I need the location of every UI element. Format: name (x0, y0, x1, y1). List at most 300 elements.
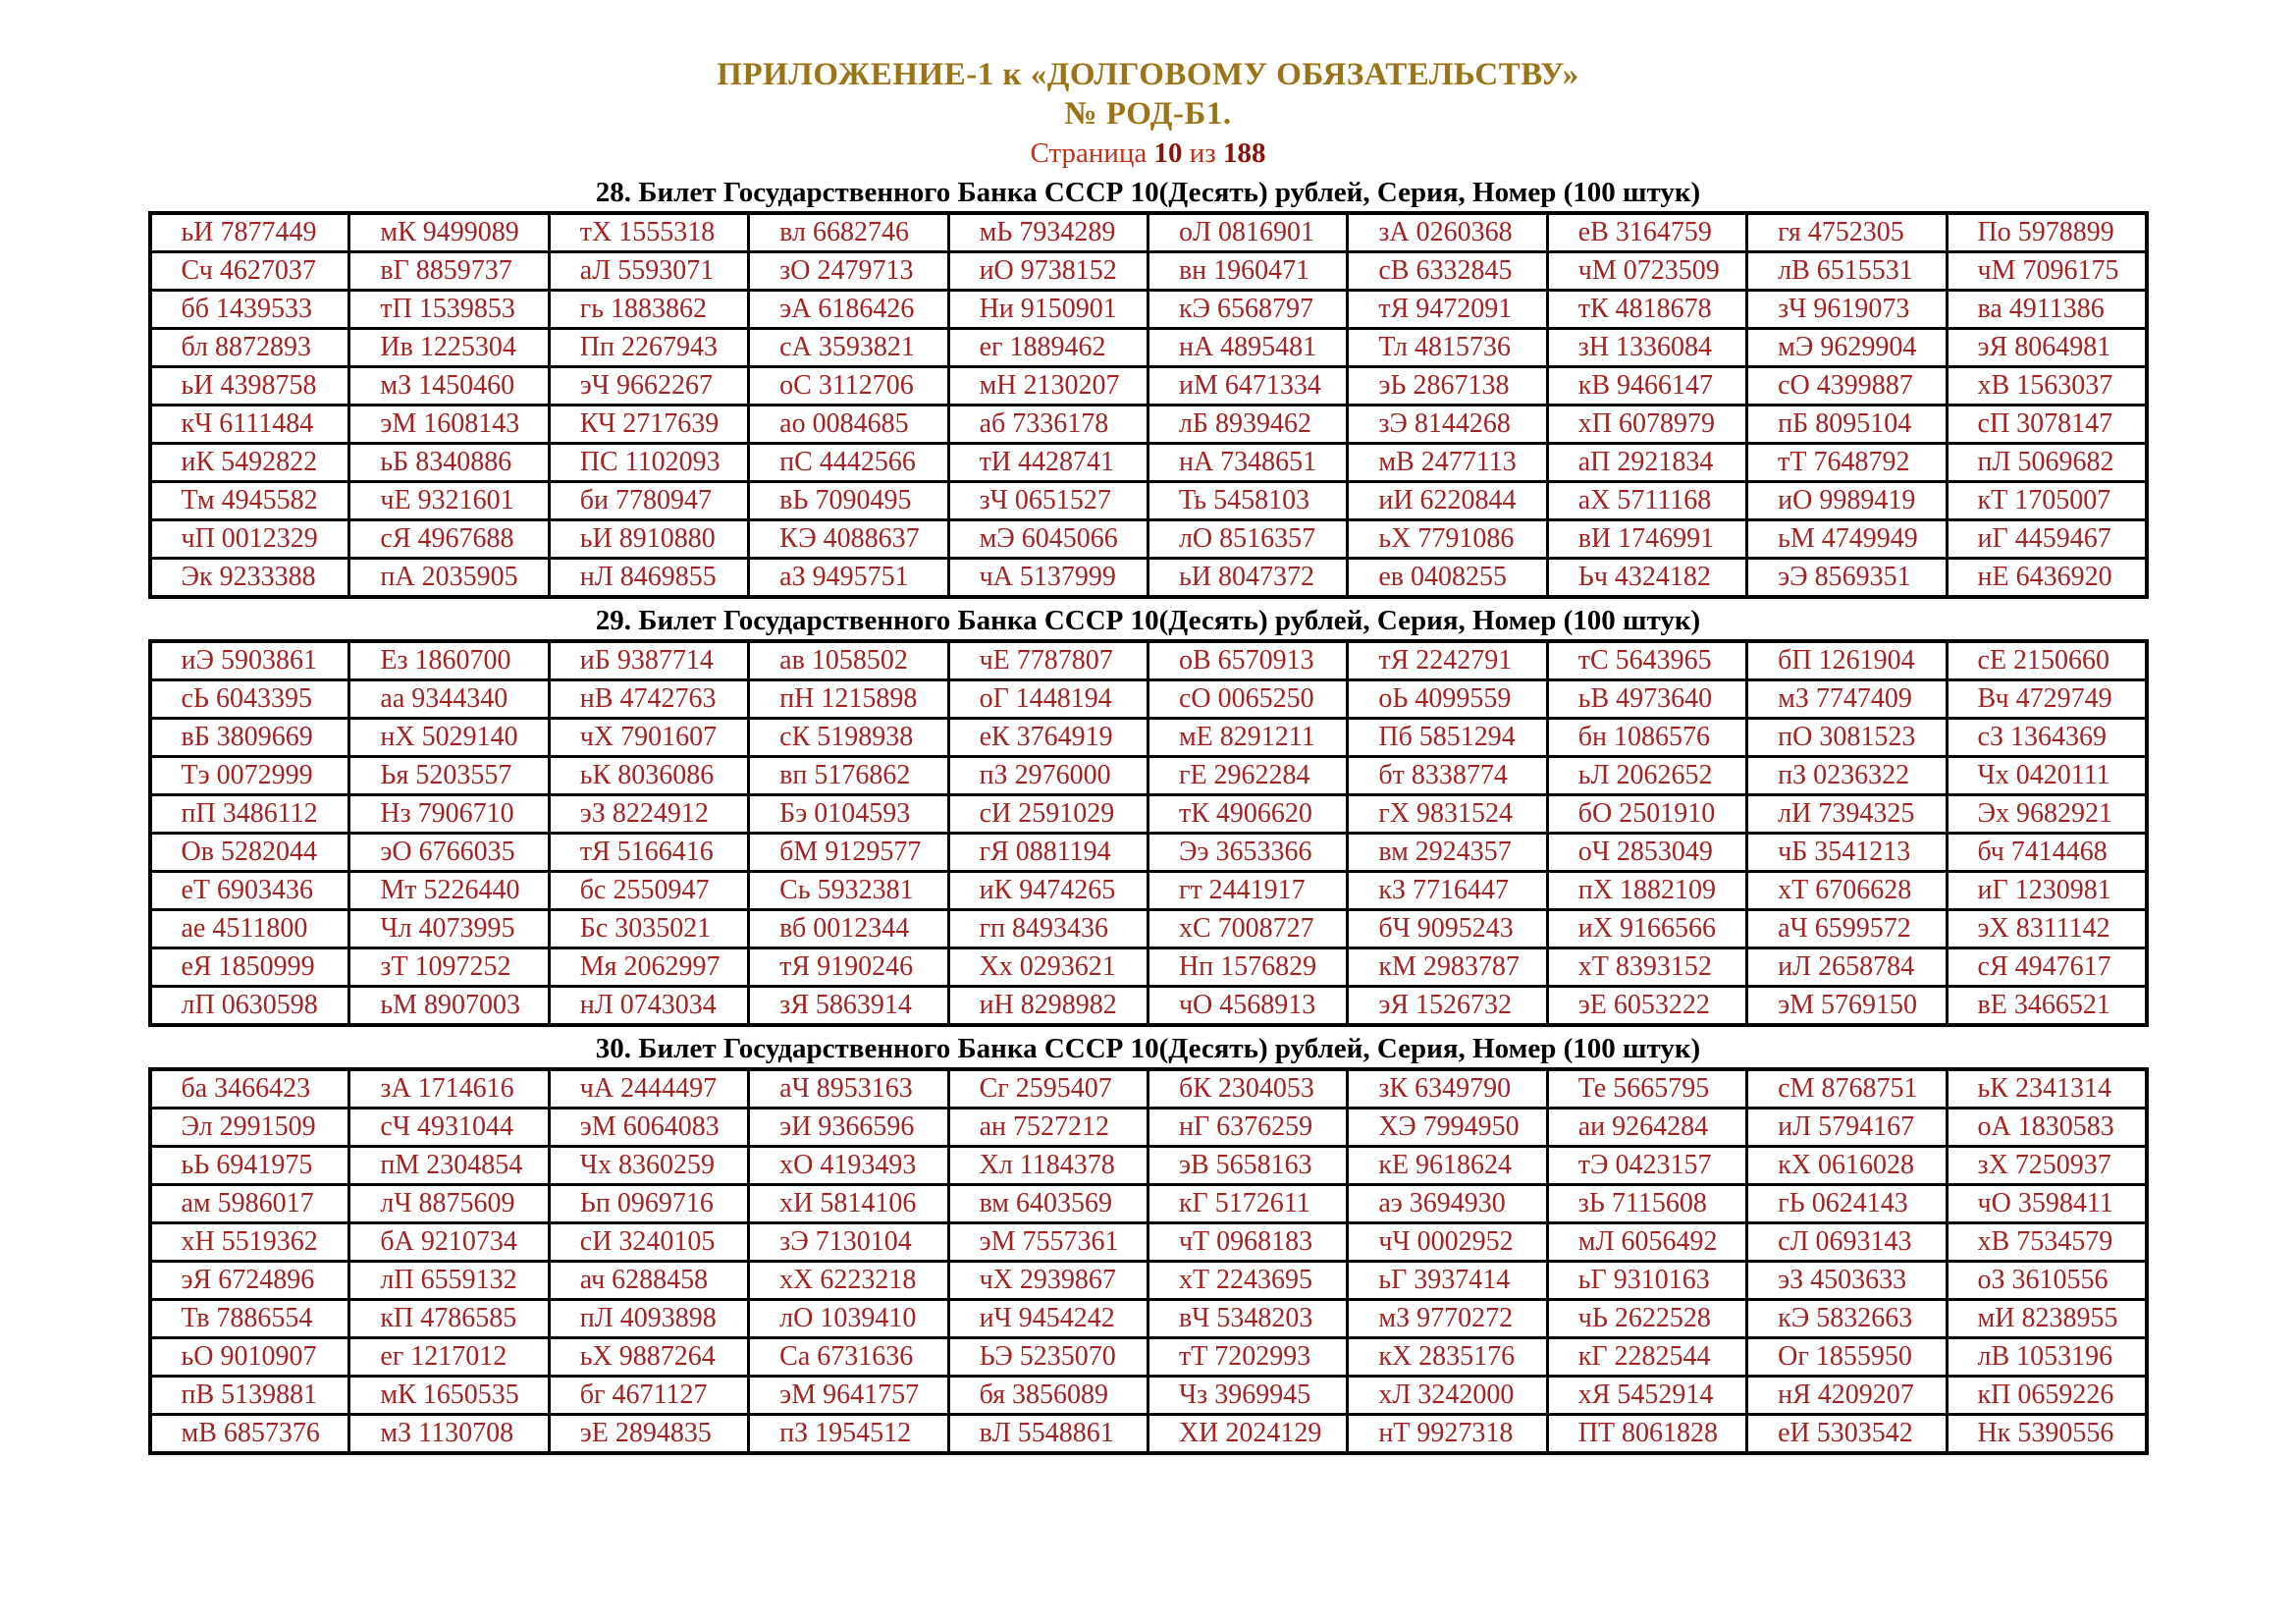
serial-cell: кЭ 5832663 (1747, 1300, 1947, 1338)
serial-cell: чО 3598411 (1947, 1185, 2146, 1223)
page-indicator-prefix: Страница (1030, 137, 1148, 169)
serial-cell: пП 3486112 (150, 795, 349, 834)
serial-cell: хИ 5814106 (749, 1185, 948, 1223)
serial-cell: аа 9344340 (349, 680, 549, 719)
serial-cell: кГ 2282544 (1547, 1338, 1746, 1377)
serial-cell: ьК 8036086 (549, 757, 748, 795)
serial-cell: иИ 6220844 (1348, 482, 1547, 520)
serial-cell: зЧ 0651527 (948, 482, 1148, 520)
serial-cell: Мт 5226440 (349, 872, 549, 910)
serial-cell: зА 0260368 (1348, 213, 1547, 252)
serial-cell: Ть 5458103 (1148, 482, 1347, 520)
serial-cell: зЯ 5863914 (749, 987, 948, 1026)
serial-cell: вл 6682746 (749, 213, 948, 252)
serial-cell: ьХ 7791086 (1348, 520, 1547, 559)
serial-cell: нЛ 8469855 (549, 559, 748, 598)
serial-cell: ьК 2341314 (1947, 1069, 2146, 1109)
serial-cell: вЬ 7090495 (749, 482, 948, 520)
table-row (150, 1223, 2147, 1262)
serial-cell: эА 6186426 (749, 291, 948, 329)
serial-cell: иК 9474265 (948, 872, 1148, 910)
serial-cell: тЯ 9190246 (749, 948, 948, 987)
serial-cell: еК 3764919 (948, 719, 1148, 757)
serial-cell: сИ 2591029 (948, 795, 1148, 834)
serial-cell: мЗ 9770272 (1348, 1300, 1547, 1338)
serial-cell: Хл 1184378 (948, 1147, 1148, 1185)
serial-cell: иЭ 5903861 (150, 641, 349, 680)
serial-cell: еТ 6903436 (150, 872, 349, 910)
serial-cell: тТ 7648792 (1747, 444, 1947, 482)
serial-cell: Хх 0293621 (948, 948, 1148, 987)
table-row (150, 1147, 2147, 1185)
serial-cell: тЯ 9472091 (1348, 291, 1547, 329)
serial-cell: эЯ 1526732 (1348, 987, 1547, 1026)
table-row (150, 252, 2147, 291)
table-row (150, 406, 2147, 444)
serial-cell: ач 6288458 (549, 1262, 748, 1300)
serial-cell: эЧ 9662267 (549, 367, 748, 406)
serial-cell: эМ 5769150 (1747, 987, 1947, 1026)
serial-cell: ьХ 9887264 (549, 1338, 748, 1377)
serial-cell: ьИ 8910880 (549, 520, 748, 559)
serial-cell: тК 4906620 (1148, 795, 1347, 834)
serial-cell: бг 4671127 (549, 1377, 748, 1415)
serial-cell: бК 2304053 (1148, 1069, 1347, 1109)
serial-cell: Ни 9150901 (948, 291, 1148, 329)
serial-cell: ЬЭ 5235070 (948, 1338, 1148, 1377)
serial-cell: вБ 3809669 (150, 719, 349, 757)
serial-cell: По 5978899 (1947, 213, 2146, 252)
serial-cell: зО 2479713 (749, 252, 948, 291)
serial-cell: кП 4786585 (349, 1300, 549, 1338)
appendix-title: ПРИЛОЖЕНИЕ-1 к «ДОЛГОВОМУ ОБЯЗАТЕЛЬСТВУ» (717, 57, 1579, 92)
serial-cell: мК 1650535 (349, 1377, 549, 1415)
serial-table-30 (148, 1067, 2149, 1455)
serial-cell: аб 7336178 (948, 406, 1148, 444)
serial-cell: ПС 1102093 (549, 444, 748, 482)
serial-cell: хХ 6223218 (749, 1262, 948, 1300)
serial-cell: кХ 0616028 (1747, 1147, 1947, 1185)
serial-cell: бО 2501910 (1547, 795, 1746, 834)
table-row (150, 1377, 2147, 1415)
serial-cell: нХ 5029140 (349, 719, 549, 757)
table-row (150, 910, 2147, 948)
serial-cell: гь 1883862 (549, 291, 748, 329)
serial-cell: мЗ 1130708 (349, 1415, 549, 1454)
serial-cell: бт 8338774 (1348, 757, 1547, 795)
serial-cell: чП 0012329 (150, 520, 349, 559)
serial-cell: оВ 6570913 (1148, 641, 1347, 680)
serial-cell: сЯ 4967688 (349, 520, 549, 559)
serial-cell: мИ 8238955 (1947, 1300, 2146, 1338)
serial-cell: чТ 0968183 (1148, 1223, 1347, 1262)
serial-cell: эМ 9641757 (749, 1377, 948, 1415)
serial-cell: сК 5198938 (749, 719, 948, 757)
serial-cell: ьИ 4398758 (150, 367, 349, 406)
serial-cell: ьГ 9310163 (1547, 1262, 1746, 1300)
table-row (150, 987, 2147, 1026)
serial-cell: сЧ 4931044 (349, 1109, 549, 1147)
serial-cell: хТ 2243695 (1148, 1262, 1347, 1300)
page-number: 10 (1153, 137, 1183, 169)
serial-cell: Сг 2595407 (948, 1069, 1148, 1109)
table-row (150, 641, 2147, 680)
serial-cell: эЯ 6724896 (150, 1262, 349, 1300)
table-row (150, 367, 2147, 406)
serial-cell: иО 9738152 (948, 252, 1148, 291)
serial-cell: иК 5492822 (150, 444, 349, 482)
serial-cell: бЧ 9095243 (1348, 910, 1547, 948)
serial-cell: Чх 8360259 (549, 1147, 748, 1185)
serial-cell: аЧ 6599572 (1747, 910, 1947, 948)
serial-cell: вЕ 3466521 (1947, 987, 2146, 1026)
serial-cell: еВ 3164759 (1547, 213, 1746, 252)
serial-cell: кМ 2983787 (1348, 948, 1547, 987)
serial-cell: ьИ 7877449 (150, 213, 349, 252)
serial-cell: зЭ 7130104 (749, 1223, 948, 1262)
serial-cell: лЧ 8875609 (349, 1185, 549, 1223)
table-row (150, 757, 2147, 795)
serial-cell: иО 9989419 (1747, 482, 1947, 520)
serial-cell: чЕ 7787807 (948, 641, 1148, 680)
table-title-28: 28. Билет Государственного Банка СССР 10(Десять) рублей, Серия, Номер (100 штук) (595, 177, 1701, 208)
serial-cell: оЗ 3610556 (1947, 1262, 2146, 1300)
serial-cell: тЯ 5166416 (549, 834, 748, 872)
serial-cell: Нз 7906710 (349, 795, 549, 834)
serial-cell: чЬ 2622528 (1547, 1300, 1746, 1338)
serial-cell: зН 1336084 (1547, 329, 1746, 367)
serial-cell: кТ 1705007 (1947, 482, 2146, 520)
serial-cell: оЛ 0816901 (1148, 213, 1347, 252)
serial-cell: еЯ 1850999 (150, 948, 349, 987)
serial-cell: ег 1889462 (948, 329, 1148, 367)
serial-cell: эЕ 2894835 (549, 1415, 748, 1454)
serial-cell: Сч 4627037 (150, 252, 349, 291)
serial-cell: эЕ 6053222 (1547, 987, 1746, 1026)
serial-cell: ьО 9010907 (150, 1338, 349, 1377)
serial-cell: лО 1039410 (749, 1300, 948, 1338)
serial-cell: эИ 9366596 (749, 1109, 948, 1147)
serial-cell: Вч 4729749 (1947, 680, 2146, 719)
serial-cell: пО 3081523 (1747, 719, 1947, 757)
serial-cell: Нк 5390556 (1947, 1415, 2146, 1454)
serial-cell: сЯ 4947617 (1947, 948, 2146, 987)
serial-cell: нВ 4742763 (549, 680, 748, 719)
serial-cell: чБ 3541213 (1747, 834, 1947, 872)
serial-cell: пХ 1882109 (1547, 872, 1746, 910)
table-row (150, 482, 2147, 520)
serial-cell: ев 0408255 (1348, 559, 1547, 598)
serial-cell: бА 9210734 (349, 1223, 549, 1262)
table-row (150, 1109, 2147, 1147)
serial-cell: гя 4752305 (1747, 213, 1947, 252)
serial-cell: бМ 9129577 (749, 834, 948, 872)
serial-cell: КЧ 2717639 (549, 406, 748, 444)
serial-cell: ег 1217012 (349, 1338, 549, 1377)
serial-cell: иБ 9387714 (549, 641, 748, 680)
serial-cell: ьВ 4973640 (1547, 680, 1746, 719)
serial-cell: сЛ 0693143 (1747, 1223, 1947, 1262)
serial-table-28 (148, 211, 2149, 599)
serial-cell: аП 2921834 (1547, 444, 1746, 482)
serial-cell: лВ 6515531 (1747, 252, 1947, 291)
serial-cell: иЛ 5794167 (1747, 1109, 1947, 1147)
table-row (150, 1185, 2147, 1223)
table-title-30: 30. Билет Государственного Банка СССР 10(Десять) рублей, Серия, Номер (100 штук) (595, 1033, 1701, 1064)
serial-cell: Нп 1576829 (1148, 948, 1347, 987)
serial-cell: зА 1714616 (349, 1069, 549, 1109)
table-row (150, 291, 2147, 329)
serial-cell: бч 7414468 (1947, 834, 2146, 872)
table-row (150, 1338, 2147, 1377)
serial-cell: мЕ 8291211 (1148, 719, 1347, 757)
serial-cell: чХ 7901607 (549, 719, 748, 757)
serial-cell: хС 7008727 (1148, 910, 1347, 948)
serial-cell: бл 8872893 (150, 329, 349, 367)
serial-cell: мЛ 6056492 (1547, 1223, 1746, 1262)
serial-cell: мВ 2477113 (1348, 444, 1547, 482)
serial-cell: нТ 9927318 (1348, 1415, 1547, 1454)
serial-cell: вп 5176862 (749, 757, 948, 795)
serial-cell: тТ 7202993 (1148, 1338, 1347, 1377)
serial-cell: сЬ 6043395 (150, 680, 349, 719)
page-indicator-of: из (1189, 137, 1216, 169)
table-row (150, 329, 2147, 367)
table-row (150, 559, 2147, 598)
serial-cell: ам 5986017 (150, 1185, 349, 1223)
serial-cell: оЧ 2853049 (1547, 834, 1746, 872)
serial-cell: сМ 8768751 (1747, 1069, 1947, 1109)
serial-cell: пЛ 5069682 (1947, 444, 2146, 482)
serial-cell: тП 1539853 (349, 291, 549, 329)
serial-cell: бб 1439533 (150, 291, 349, 329)
serial-cell: хВ 7534579 (1947, 1223, 2146, 1262)
serial-cell: эМ 1608143 (349, 406, 549, 444)
serial-cell: ан 7527212 (948, 1109, 1148, 1147)
serial-cell: эЗ 4503633 (1747, 1262, 1947, 1300)
serial-cell: хЯ 5452914 (1547, 1377, 1746, 1415)
serial-cell: эЭ 8569351 (1747, 559, 1947, 598)
serial-cell: чА 5137999 (948, 559, 1148, 598)
serial-cell: хО 4193493 (749, 1147, 948, 1185)
serial-cell: иЧ 9454242 (948, 1300, 1148, 1338)
serial-cell: чХ 2939867 (948, 1262, 1148, 1300)
serial-cell: эЗ 8224912 (549, 795, 748, 834)
serial-cell: Чх 0420111 (1947, 757, 2146, 795)
serial-cell: ьИ 8047372 (1148, 559, 1347, 598)
serial-cell: тЭ 0423157 (1547, 1147, 1746, 1185)
serial-cell: оА 1830583 (1947, 1109, 2146, 1147)
serial-cell: зЧ 9619073 (1747, 291, 1947, 329)
serial-cell: хТ 6706628 (1747, 872, 1947, 910)
serial-cell: хП 6078979 (1547, 406, 1746, 444)
serial-cell: ХЭ 7994950 (1348, 1109, 1547, 1147)
serial-cell: чЕ 9321601 (349, 482, 549, 520)
serial-cell: Ээ 3653366 (1148, 834, 1347, 872)
serial-cell: кЕ 9618624 (1348, 1147, 1547, 1185)
serial-cell: сИ 3240105 (549, 1223, 748, 1262)
serial-cell: аХ 5711168 (1547, 482, 1746, 520)
serial-cell: вИ 1746991 (1547, 520, 1746, 559)
serial-cell: пЗ 1954512 (749, 1415, 948, 1454)
serial-cell: бс 2550947 (549, 872, 748, 910)
serial-cell: эО 6766035 (349, 834, 549, 872)
serial-cell: ав 1058502 (749, 641, 948, 680)
table-row (150, 520, 2147, 559)
serial-cell: лБ 8939462 (1148, 406, 1347, 444)
serial-cell: гЯ 0881194 (948, 834, 1148, 872)
serial-cell: сП 3078147 (1947, 406, 2146, 444)
serial-cell: ьЛ 2062652 (1547, 757, 1746, 795)
serial-cell: аЧ 8953163 (749, 1069, 948, 1109)
serial-cell: лВ 1053196 (1947, 1338, 2146, 1377)
serial-cell: Бс 3035021 (549, 910, 748, 948)
page-indicator (0, 135, 2296, 171)
serial-cell: Тл 4815736 (1348, 329, 1547, 367)
serial-cell: ба 3466423 (150, 1069, 349, 1109)
serial-cell: Те 5665795 (1547, 1069, 1746, 1109)
serial-cell: нЯ 4209207 (1747, 1377, 1947, 1415)
serial-cell: Ез 1860700 (349, 641, 549, 680)
serial-cell: Тэ 0072999 (150, 757, 349, 795)
serial-cell: вб 0012344 (749, 910, 948, 948)
serial-cell: Ьп 0969716 (549, 1185, 748, 1223)
table-row (150, 1415, 2147, 1454)
serial-cell: иН 8298982 (948, 987, 1148, 1026)
serial-cell: вЛ 5548861 (948, 1415, 1148, 1454)
serial-cell: Ив 1225304 (349, 329, 549, 367)
serial-cell: эМ 7557361 (948, 1223, 1148, 1262)
serial-cell: Ья 5203557 (349, 757, 549, 795)
document-number: № РОД-Б1. (1064, 96, 1232, 132)
serial-cell: кВ 9466147 (1547, 367, 1746, 406)
serial-cell: тС 5643965 (1547, 641, 1746, 680)
serial-cell: вн 1960471 (1148, 252, 1347, 291)
serial-cell: гЕ 2962284 (1148, 757, 1347, 795)
serial-cell: тХ 1555318 (549, 213, 748, 252)
table-row (150, 719, 2147, 757)
serial-cell: кЭ 6568797 (1148, 291, 1347, 329)
serial-cell: тЯ 2242791 (1348, 641, 1547, 680)
serial-cell: пМ 2304854 (349, 1147, 549, 1185)
serial-cell: мЭ 9629904 (1747, 329, 1947, 367)
serial-cell: кХ 2835176 (1348, 1338, 1547, 1377)
serial-cell: сЕ 2150660 (1947, 641, 2146, 680)
serial-cell: гХ 9831524 (1348, 795, 1547, 834)
serial-cell: кП 0659226 (1947, 1377, 2146, 1415)
serial-cell: оС 3112706 (749, 367, 948, 406)
serial-cell: иГ 4459467 (1947, 520, 2146, 559)
serial-cell: оЬ 4099559 (1348, 680, 1547, 719)
serial-cell: зК 6349790 (1348, 1069, 1547, 1109)
serial-cell: нА 7348651 (1148, 444, 1347, 482)
table-row (150, 444, 2147, 482)
serial-cell: мН 2130207 (948, 367, 1148, 406)
serial-cell: пА 2035905 (349, 559, 549, 598)
serial-cell: ьМ 8907003 (349, 987, 549, 1026)
serial-cell: пВ 5139881 (150, 1377, 349, 1415)
serial-cell: лП 0630598 (150, 987, 349, 1026)
serial-cell: пЗ 0236322 (1747, 757, 1947, 795)
serial-cell: зЭ 8144268 (1348, 406, 1547, 444)
serial-cell: Ьч 4324182 (1547, 559, 1746, 598)
serial-cell: ва 4911386 (1947, 291, 2146, 329)
serial-cell: чО 4568913 (1148, 987, 1347, 1026)
serial-cell: Са 6731636 (749, 1338, 948, 1377)
table-row (150, 795, 2147, 834)
serial-cell: нЕ 6436920 (1947, 559, 2146, 598)
serial-cell: Ов 5282044 (150, 834, 349, 872)
serial-cell: кЧ 6111484 (150, 406, 349, 444)
serial-cell: лП 6559132 (349, 1262, 549, 1300)
serial-cell: вГ 8859737 (349, 252, 549, 291)
serial-cell: ьГ 3937414 (1348, 1262, 1547, 1300)
serial-cell: сА 3593821 (749, 329, 948, 367)
table-row (150, 872, 2147, 910)
serial-cell: Сь 5932381 (749, 872, 948, 910)
serial-cell: тК 4818678 (1547, 291, 1746, 329)
serial-cell: тИ 4428741 (948, 444, 1148, 482)
table-row (150, 1300, 2147, 1338)
serial-cell: нЛ 0743034 (549, 987, 748, 1026)
serial-cell: Чл 4073995 (349, 910, 549, 948)
serial-cell: пБ 8095104 (1747, 406, 1947, 444)
serial-cell: мЗ 1450460 (349, 367, 549, 406)
serial-cell: аЛ 5593071 (549, 252, 748, 291)
serial-cell: бя 3856089 (948, 1377, 1148, 1415)
serial-cell: зТ 1097252 (349, 948, 549, 987)
serial-cell: Чз 3969945 (1148, 1377, 1347, 1415)
serial-cell: гт 2441917 (1148, 872, 1347, 910)
serial-cell: мК 9499089 (349, 213, 549, 252)
table-row (150, 680, 2147, 719)
serial-cell: вЧ 5348203 (1148, 1300, 1347, 1338)
serial-cell: би 7780947 (549, 482, 748, 520)
serial-cell: чЧ 0002952 (1348, 1223, 1547, 1262)
serial-cell: гп 8493436 (948, 910, 1148, 948)
serial-cell: ПТ 8061828 (1547, 1415, 1746, 1454)
serial-cell: хН 5519362 (150, 1223, 349, 1262)
serial-cell: ьМ 4749949 (1747, 520, 1947, 559)
serial-cell: мЭ 6045066 (948, 520, 1148, 559)
serial-cell: хЛ 3242000 (1348, 1377, 1547, 1415)
serial-cell: сО 0065250 (1148, 680, 1347, 719)
serial-cell: чМ 0723509 (1547, 252, 1746, 291)
serial-cell: КЭ 4088637 (749, 520, 948, 559)
serial-cell: вм 6403569 (948, 1185, 1148, 1223)
serial-cell: ьЬ 6941975 (150, 1147, 349, 1185)
serial-cell: чМ 7096175 (1947, 252, 2146, 291)
serial-cell: Тв 7886554 (150, 1300, 349, 1338)
serial-cell: лИ 7394325 (1747, 795, 1947, 834)
serial-cell: аЗ 9495751 (749, 559, 948, 598)
serial-cell: иГ 1230981 (1947, 872, 2146, 910)
serial-cell: аи 9264284 (1547, 1109, 1746, 1147)
serial-cell: пС 4442566 (749, 444, 948, 482)
serial-cell: Ог 1855950 (1747, 1338, 1947, 1377)
serial-cell: иМ 6471334 (1148, 367, 1347, 406)
serial-cell: эМ 6064083 (549, 1109, 748, 1147)
serial-cell: эХ 8311142 (1947, 910, 2146, 948)
serial-cell: ьБ 8340886 (349, 444, 549, 482)
serial-cell: Пп 2267943 (549, 329, 748, 367)
serial-cell: пЛ 4093898 (549, 1300, 748, 1338)
serial-cell: Эл 2991509 (150, 1109, 349, 1147)
table-row (150, 834, 2147, 872)
serial-cell: сЗ 1364369 (1947, 719, 2146, 757)
serial-cell: сВ 6332845 (1348, 252, 1547, 291)
serial-cell: оГ 1448194 (948, 680, 1148, 719)
